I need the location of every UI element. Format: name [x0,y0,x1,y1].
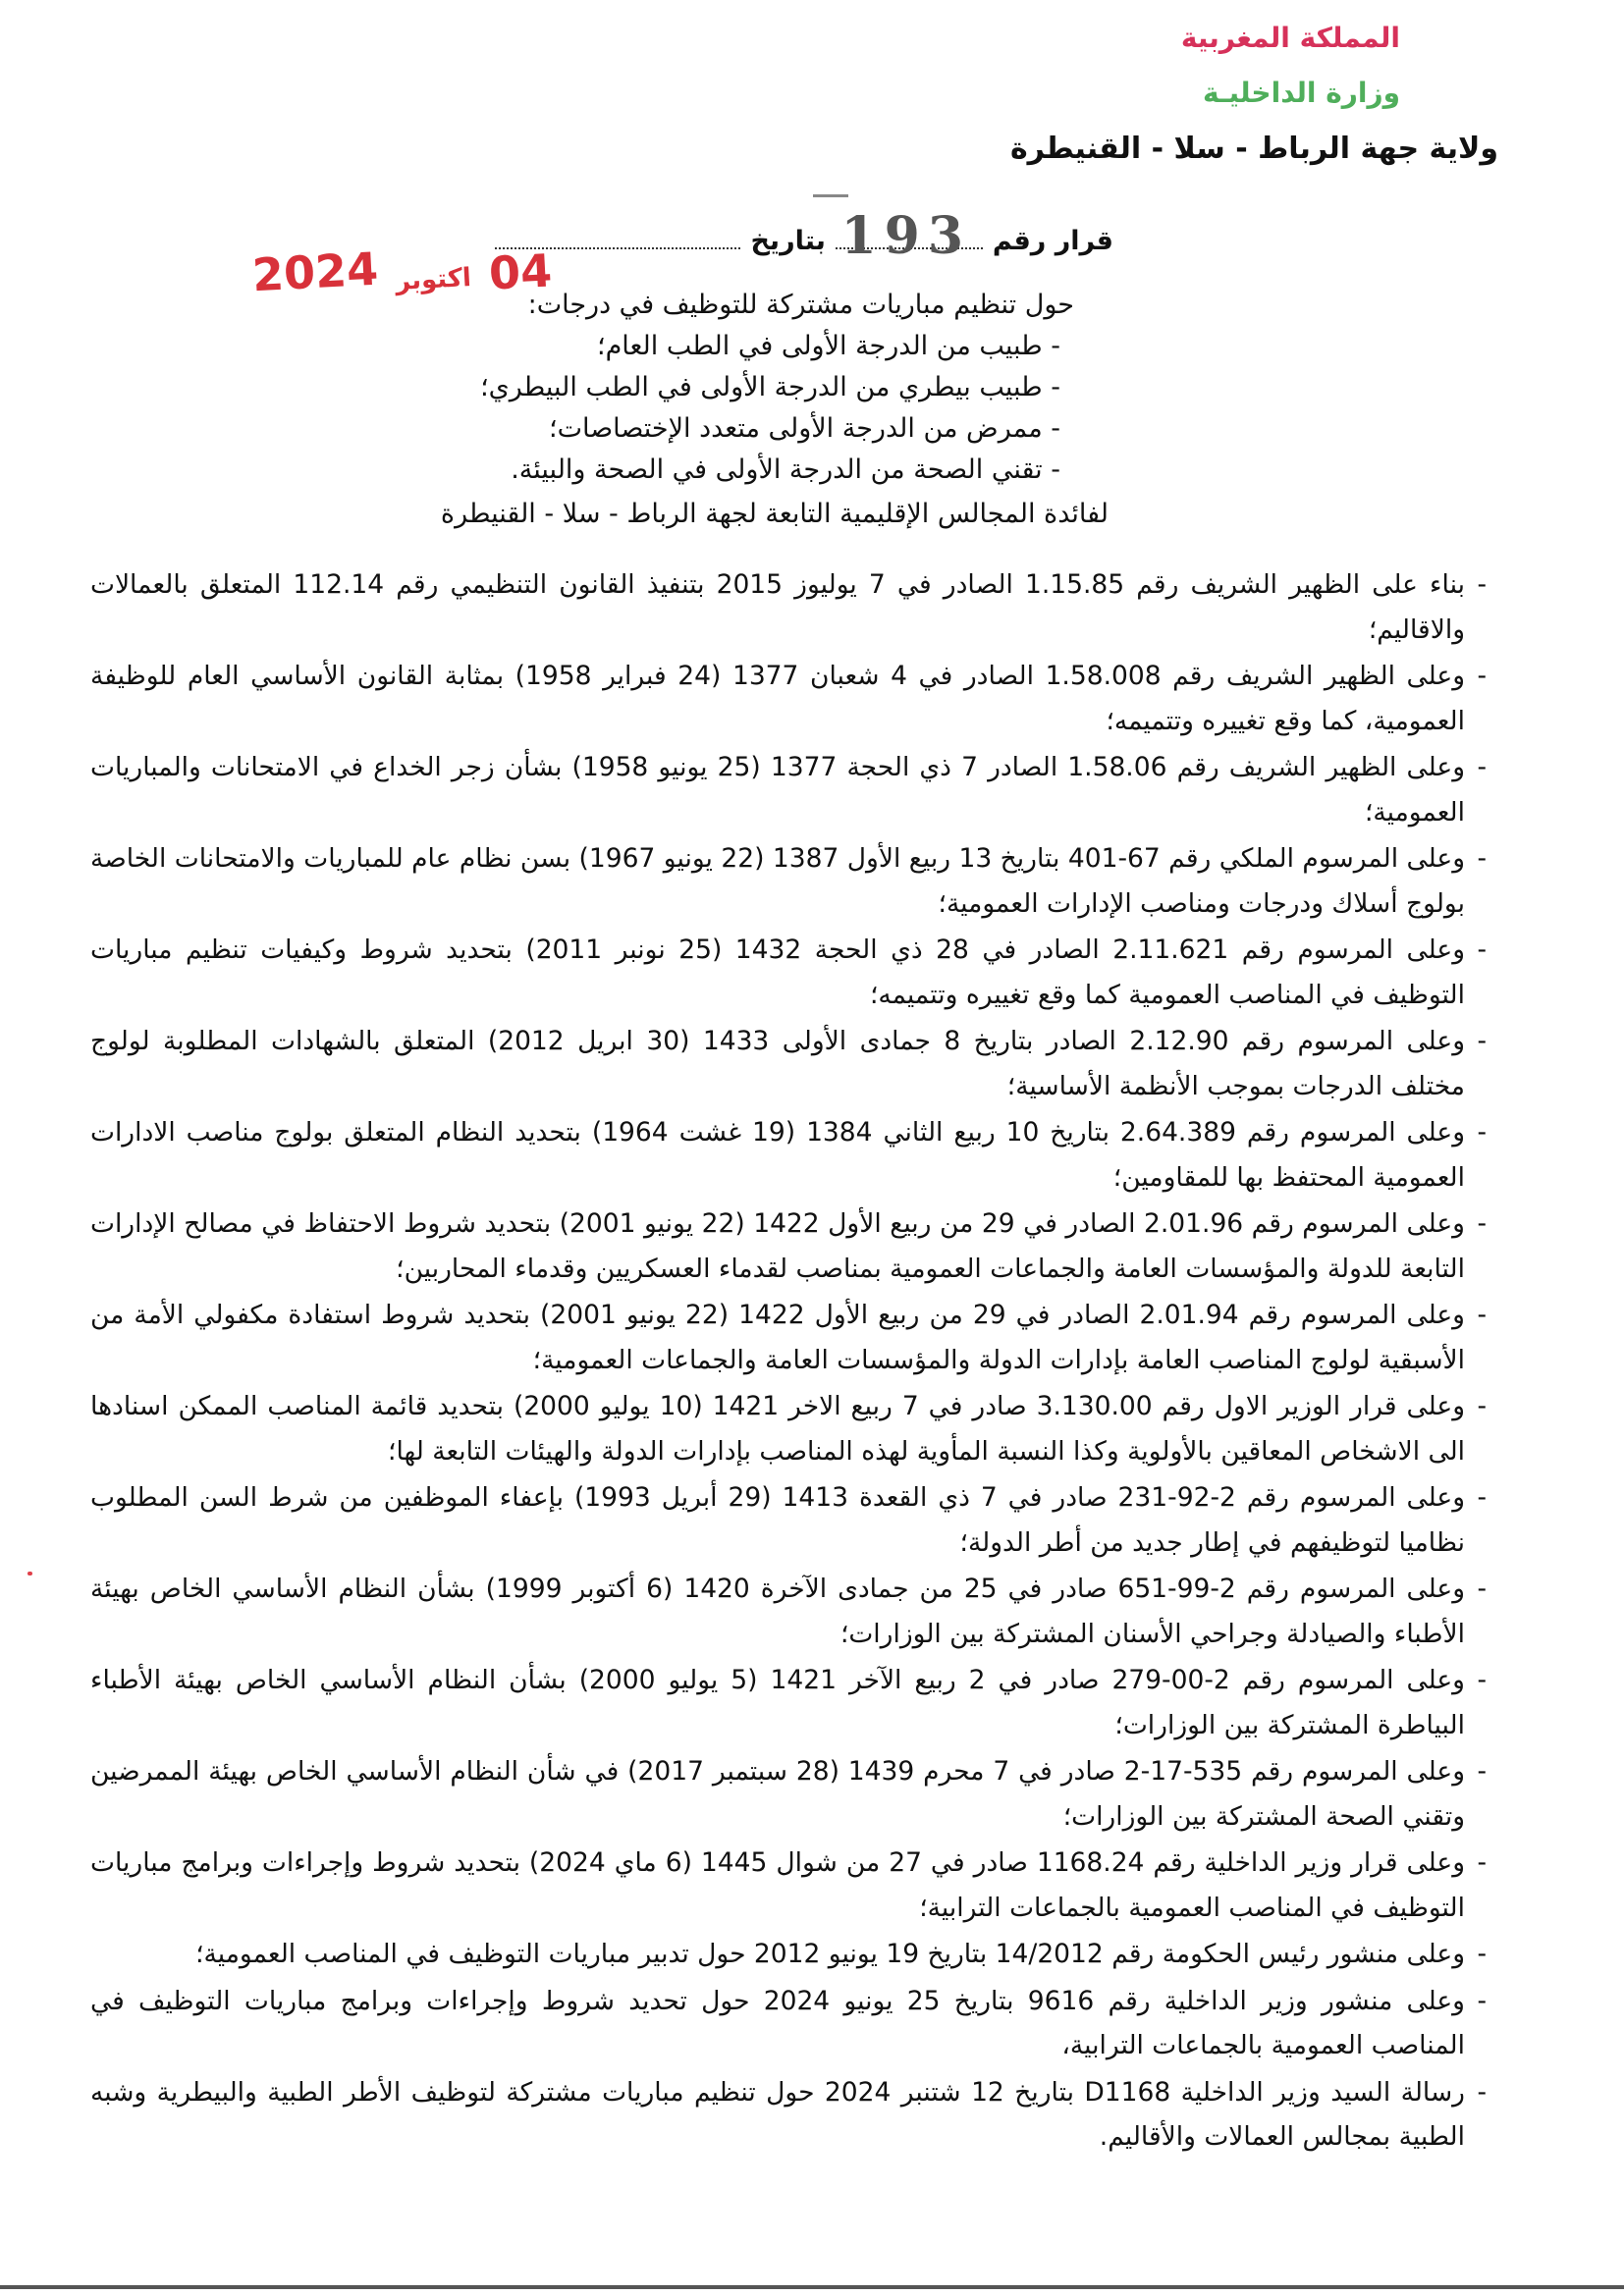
consideration-text: وعلى منشور وزير الداخلية رقم 9616 بتاريخ 25 يونيو 2024 حول تحديد شروط وإجراءات وبرامج مباريات التوظيف في المناصب العمومية بالجماعات الترابية، [90,1985,1465,2060]
stamp-month: اكتوبر [395,263,472,296]
scan-bottom-edge [0,2285,1624,2289]
stamp-day: 04 [487,243,554,300]
scan-mark [813,194,848,197]
consideration-item: - وعلى المرسوم رقم 2.11.621 الصادر في 28 ذي الحجة 1432 (25 نونبر 2011) بتحديد شروط وكيفيات تنظيم مباريات التوظيف في المناصب العمومية كما وقع تغييره وتتميمه؛ [90,928,1487,1017]
consideration-item: - وعلى المرسوم الملكي رقم 67-401 بتاريخ 13 ربيع الأول 1387 (22 يونيو 1967) بسن نظام عام للمباريات والامتحانات الخاصة بولوج أسلاك ودرجات ومناصب الإدارات العمومية؛ [90,836,1487,926]
wilaya-heading: ولاية جهة الرباط - سلا - القنيطرة [1009,132,1498,166]
decision-number-label: قرار رقم [992,226,1113,256]
subject-item: - تقني الصحة من الدرجة الأولى في الصحة والبيئة. [511,454,1060,485]
consideration-item: - وعلى الظهير الشريف رقم 1.58.06 الصادر 7 ذي الحجة 1377 (25 يونيو 1958) بشأن زجر الخداع في الامتحانات والمباريات العمومية؛ [90,745,1487,834]
consideration-text: وعلى المرسوم رقم 535-17-2 صادر في 7 محرم 1439 (28 سبتمبر 2017) في شأن النظام الأساسي الخاص بهيئة الممرضين وتقني الصحة المشتركة بين الوزارات؛ [90,1756,1465,1832]
consideration-text: وعلى قرار وزير الداخلية رقم 1168.24 صادر في 27 من شوال 1445 (6 ماي 2024) بتحديد شروط وإجراءات وبرامج مباريات التوظيف في المناصب العمومية بالجماعات الترابية؛ [90,1847,1466,1923]
consideration-item: - وعلى منشور وزير الداخلية رقم 9616 بتاريخ 25 يونيو 2024 حول تحديد شروط وإجراءات وبرامج مباريات التوظيف في المناصب العمومية بالجماعات الترابية، [90,1979,1487,2068]
consideration-item: - وعلى الظهير الشريف رقم 1.58.008 الصادر في 4 شعبان 1377 (24 فبراير 1958) بمثابة القانون الأساسي العام للوظيفة العمومية، كما وقع تغييره وتتميمه؛ [90,654,1487,743]
consideration-item: - وعلى المرسوم رقم 2-92-231 صادر في 7 ذي القعدة 1413 (29 أبريل 1993) بإعفاء الموظفين من شرط السن المطلوب نظاميا لتوظيفهم في إطار جديد من أطر الدولة؛ [90,1475,1487,1565]
subject-intro: حول تنظيم مباريات مشتركة للتوظيف في درجات: [527,290,1074,320]
consideration-text: وعلى المرسوم رقم 2.64.389 بتاريخ 10 ربيع الثاني 1384 (19 غشت 1964) بتحديد النظام المتعلق بولوج مناصب الادارات العمومية المحتفظ بها للمقاومين؛ [90,1117,1466,1193]
consideration-text: رسالة السيد وزير الداخلية D1168 بتاريخ 12 شتنبر 2024 حول تنظيم مباريات مشتركة لتوظيف الأطر الطبية والبيطرية وشبه الطبية بمجالس العمالات والأقاليم. [90,2076,1465,2152]
subject-item: - ممرض من الدرجة الأولى متعدد الإختصاصات؛ [548,413,1060,444]
consideration-text: وعلى منشور رئيس الحكومة رقم 14/2012 بتاريخ 19 يونيو 2012 حول تدبير مباريات التوظيف في المناصب العمومية؛ [195,1939,1465,1969]
consideration-item: - وعلى المرسوم رقم 2-00-279 صادر في 2 ربيع الآخر 1421 (5 يوليو 2000) بشأن النظام الأساسي الخاص بهيئة الأطباء البياطرة المشتركة بين الوزارات؛ [90,1658,1487,1747]
decision-date-label: بتاريخ [750,226,826,256]
consideration-text: وعلى المرسوم رقم 2-00-279 صادر في 2 ربيع الآخر 1421 (5 يوليو 2000) بشأن النظام الأساسي الخاص بهيئة الأطباء البياطرة المشتركة بين الوزارات؛ [90,1665,1465,1740]
consideration-text: وعلى المرسوم رقم 2-92-231 صادر في 7 ذي القعدة 1413 (29 أبريل 1993) بإعفاء الموظفين من شرط السن المطلوب نظاميا لتوظيفهم في إطار جديد من أطر الدولة؛ [90,1482,1466,1558]
consideration-item: - وعلى المرسوم رقم 2-99-651 صادر في 25 من جمادى الآخرة 1420 (6 أكتوبر 1999) بشأن النظام الأساسي الخاص بهيئة الأطباء والصيادلة وجراحي الأسنان المشتركة بين الوزارات؛ [90,1567,1487,1656]
consideration-item: - بناء على الظهير الشريف رقم 1.15.85 الصادر في 7 يوليوز 2015 بتنفيذ القانون التنظيمي رقم 112.14 المتعلق بالعمالات والاقاليم؛ [90,562,1487,652]
scan-speck [27,1572,32,1575]
consideration-item: - وعلى منشور رئيس الحكومة رقم 14/2012 بتاريخ 19 يونيو 2012 حول تدبير مباريات التوظيف في المناصب العمومية؛ [90,1932,1487,1977]
consideration-item: - رسالة السيد وزير الداخلية D1168 بتاريخ 12 شتنبر 2024 حول تنظيم مباريات مشتركة لتوظيف الأطر الطبية والبيطرية وشبه الطبية بمجالس العمالات والأقاليم. [90,2070,1487,2160]
consideration-text: وعلى الظهير الشريف رقم 1.58.06 الصادر 7 ذي الحجة 1377 (25 يونيو 1958) بشأن زجر الخداع في الامتحانات والمباريات العمومية؛ [90,752,1466,828]
consideration-text: وعلى المرسوم رقم 2-99-651 صادر في 25 من جمادى الآخرة 1420 (6 أكتوبر 1999) بشأن النظام الأساسي الخاص بهيئة الأطباء والصيادلة وجراحي الأسنان المشتركة بين الوزارات؛ [90,1574,1466,1649]
stamp-year: 2024 [250,241,380,302]
consideration-item: - وعلى المرسوم رقم 2.64.389 بتاريخ 10 ربيع الثاني 1384 (19 غشت 1964) بتحديد النظام المتعلق بولوج مناصب الادارات العمومية المحتفظ بها للمقاومين؛ [90,1110,1487,1200]
decision-line [495,226,1113,256]
beneficiary-line: لفائدة المجالس الإقليمية التابعة لجهة الرباط - سلا - القنيطرة [440,499,1109,529]
considerations-list [90,562,1487,2162]
decision-number: 193 [840,206,971,266]
subject-block [480,285,1074,491]
consideration-item: - وعلى المرسوم رقم 2.01.94 الصادر في 29 من ربيع الأول 1422 (22 يونيو 2001) بتحديد شروط استفادة مكفولي الأمة من الأسبقية لولوج المناصب العامة بإدارات الدولة والمؤسسات العامة والجماعات العمومية؛ [90,1293,1487,1382]
consideration-item: - وعلى قرار وزير الداخلية رقم 1168.24 صادر في 27 من شوال 1445 (6 ماي 2024) بتحديد شروط وإجراءات وبرامج مباريات التوظيف في المناصب العمومية بالجماعات الترابية؛ [90,1841,1487,1930]
consideration-text: بناء على الظهير الشريف رقم 1.15.85 الصادر في 7 يوليوز 2015 بتنفيذ القانون التنظيمي رقم 112.14 المتعلق بالعمالات والاقاليم؛ [90,569,1465,645]
consideration-text: وعلى المرسوم رقم 2.01.94 الصادر في 29 من ربيع الأول 1422 (22 يونيو 2001) بتحديد شروط استفادة مكفولي الأمة من الأسبقية لولوج المناصب العامة بإدارات الدولة والمؤسسات العامة والجماعات العمومية؛ [90,1300,1465,1375]
consideration-text: وعلى المرسوم رقم 2.11.621 الصادر في 28 ذي الحجة 1432 (25 نونبر 2011) بتحديد شروط وكيفيات تنظيم مباريات التوظيف في المناصب العمومية كما وقع تغييره وتتميمه؛ [90,934,1466,1010]
consideration-item: - وعلى المرسوم رقم 535-17-2 صادر في 7 محرم 1439 (28 سبتمبر 2017) في شأن النظام الأساسي الخاص بهيئة الممرضين وتقني الصحة المشتركة بين الوزارات؛ [90,1749,1487,1839]
consideration-text: وعلى المرسوم رقم 2.01.96 الصادر في 29 من ربيع الأول 1422 (22 يونيو 2001) بتحديد شروط الاحتفاظ في مصالح الإدارات التابعة للدولة والمؤسسات العامة والجماعات العمومية بمناصب لقدماء العسكريين وقدماء المحاربين؛ [90,1208,1465,1284]
consideration-text: وعلى قرار الوزير الاول رقم 3.130.00 صادر في 7 ربيع الاخر 1421 (10 يوليو 2000) بتحديد قائمة المناصب الممكن اسنادها الى الاشخاص المعاقين بالأولوية وكذا النسبة المأوية لهذه المناصب بإدارات الدولة والهيئات التابعة لها؛ [90,1391,1465,1467]
consideration-item: - وعلى المرسوم رقم 2.01.96 الصادر في 29 من ربيع الأول 1422 (22 يونيو 2001) بتحديد شروط الاحتفاظ في مصالح الإدارات التابعة للدولة والمؤسسات العامة والجماعات العمومية بمناصب لقدماء العسكريين وقدماء المحاربين؛ [90,1201,1487,1291]
consideration-item: - وعلى قرار الوزير الاول رقم 3.130.00 صادر في 7 ربيع الاخر 1421 (10 يوليو 2000) بتحديد قائمة المناصب الممكن اسنادها الى الاشخاص المعاقين بالأولوية وكذا النسبة المأوية لهذه المناصب بإدارات الدولة والهيئات التابعة لها؛ [90,1384,1487,1473]
consideration-item: - وعلى المرسوم رقم 2.12.90 الصادر بتاريخ 8 جمادى الأولى 1433 (30 ابريل 2012) المتعلق بالشهادات المطلوبة لولوج مختلف الدرجات بموجب الأنظمة الأساسية؛ [90,1019,1487,1108]
kingdom-heading: المملكة المغربية [1180,22,1400,54]
consideration-text: وعلى المرسوم الملكي رقم 67-401 بتاريخ 13 ربيع الأول 1387 (22 يونيو 1967) بسن نظام عام للمباريات والامتحانات الخاصة بولوج أسلاك ودرجات ومناصب الإدارات العمومية؛ [90,843,1466,919]
ministry-heading: وزارة الداخليـة [1203,77,1400,109]
consideration-text: وعلى الظهير الشريف رقم 1.58.008 الصادر في 4 شعبان 1377 (24 فبراير 1958) بمثابة القانون الأساسي العام للوظيفة العمومية، كما وقع تغييره وتتميمه؛ [90,661,1465,736]
subject-item: - طبيب من الدرجة الأولى في الطب العام؛ [597,331,1060,361]
consideration-text: وعلى المرسوم رقم 2.12.90 الصادر بتاريخ 8 جمادى الأولى 1433 (30 ابريل 2012) المتعلق بالشهادات المطلوبة لولوج مختلف الدرجات بموجب الأنظمة الأساسية؛ [90,1026,1466,1101]
subject-item: - طبيب بيطري من الدرجة الأولى في الطب البيطري؛ [480,372,1060,402]
